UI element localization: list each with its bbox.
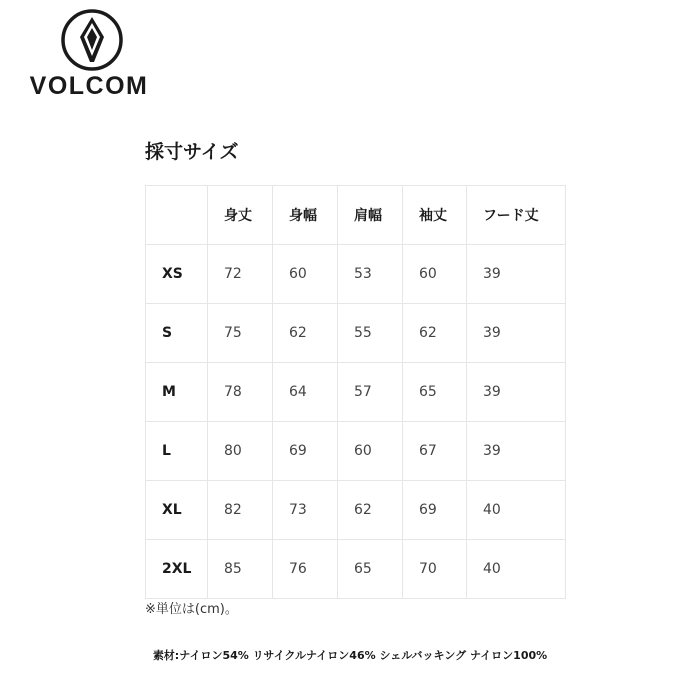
size-label: L (146, 422, 208, 481)
size-label: 2XL (146, 540, 208, 599)
table-cell: 60 (338, 422, 403, 481)
table-cell: 60 (403, 245, 467, 304)
table-cell: 65 (338, 540, 403, 599)
table-cell: 69 (403, 481, 467, 540)
table-cell: 65 (403, 363, 467, 422)
table-cell: 55 (338, 304, 403, 363)
table-row (146, 422, 566, 481)
table-cell: 72 (208, 245, 273, 304)
size-label: S (146, 304, 208, 363)
size-table (145, 185, 566, 599)
unit-note: ※単位は(cm)。 (145, 602, 238, 617)
table-cell: 80 (208, 422, 273, 481)
brand-wordmark: VOLCOM (29, 72, 149, 100)
table-cell: 75 (208, 304, 273, 363)
table-row (146, 304, 566, 363)
header-corner (146, 186, 208, 245)
table-row (146, 540, 566, 599)
table-row (146, 481, 566, 540)
table-cell: 76 (273, 540, 338, 599)
table-cell: 39 (467, 245, 566, 304)
table-row (146, 245, 566, 304)
size-label: XS (146, 245, 208, 304)
table-cell: 39 (467, 304, 566, 363)
table-cell: 78 (208, 363, 273, 422)
table-cell: 62 (403, 304, 467, 363)
table-cell: 82 (208, 481, 273, 540)
table-cell: 53 (338, 245, 403, 304)
page-title: 採寸サイズ (145, 141, 239, 163)
header-body-width: 身幅 (273, 186, 338, 245)
size-label: M (146, 363, 208, 422)
size-label: XL (146, 481, 208, 540)
table-cell: 57 (338, 363, 403, 422)
table-cell: 39 (467, 422, 566, 481)
table-cell: 39 (467, 363, 566, 422)
table-cell: 60 (273, 245, 338, 304)
volcom-stone-icon (60, 8, 124, 72)
table-cell: 62 (273, 304, 338, 363)
material-note: 素材:ナイロン54% リサイクルナイロン46% シェルバッキング ナイロン100% (152, 649, 548, 662)
table-cell: 40 (467, 540, 566, 599)
header-hood-length: フード丈 (467, 186, 566, 245)
header-shoulder-width: 肩幅 (338, 186, 403, 245)
table-cell: 69 (273, 422, 338, 481)
table-cell: 64 (273, 363, 338, 422)
table-cell: 85 (208, 540, 273, 599)
table-row (146, 363, 566, 422)
table-cell: 67 (403, 422, 467, 481)
header-sleeve-length: 袖丈 (403, 186, 467, 245)
table-header-row (146, 186, 566, 245)
table-cell: 70 (403, 540, 467, 599)
table-cell: 73 (273, 481, 338, 540)
header-body-length: 身丈 (208, 186, 273, 245)
table-cell: 62 (338, 481, 403, 540)
brand-logo (14, 8, 164, 98)
table-cell: 40 (467, 481, 566, 540)
